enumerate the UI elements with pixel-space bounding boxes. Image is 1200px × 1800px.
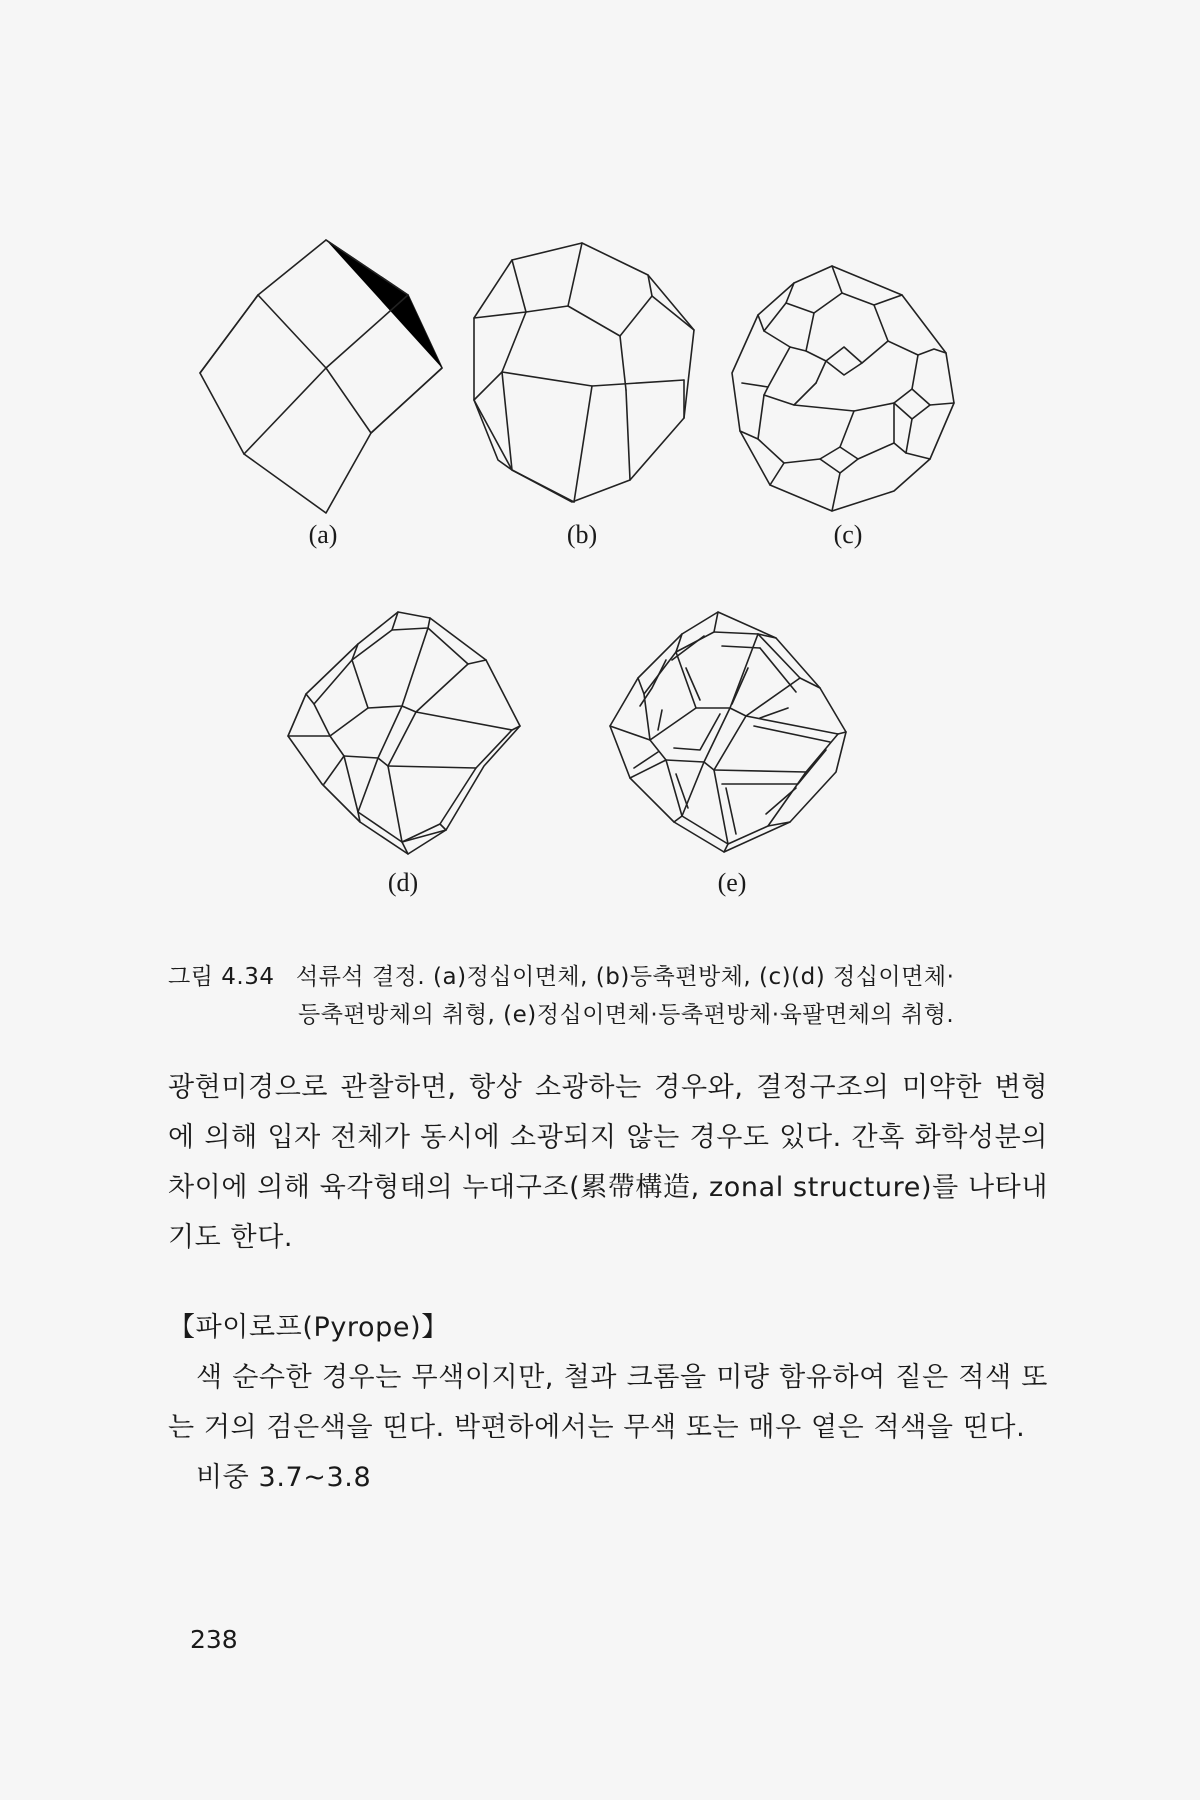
- crystal-figure-d: [280, 608, 530, 858]
- color-description: 색 순수한 경우는 무색이지만, 철과 크롬을 미량 함유하여 짙은 적색 또는 거의 검은색을 띤다. 박편하에서는 무색 또는 매우 옅은 적색을 띤다.: [168, 1362, 1048, 1443]
- figure-label-d: (d): [387, 868, 419, 897]
- crystal-figure-e: [600, 608, 860, 858]
- figure-label-c: (c): [833, 520, 863, 549]
- caption-line-2: 등축편방체의 취형, (e)정십이면체·등축편방체·육팔면체의 취형.: [298, 1002, 955, 1028]
- figure-number: 그림 4.34: [168, 964, 275, 990]
- figure-label-b: (b): [566, 520, 598, 549]
- pyrope-section: [168, 1303, 1048, 1503]
- figure-caption: [168, 958, 1068, 1034]
- body-paragraph-1: 광현미경으로 관찰하면, 항상 소광하는 경우와, 결정구조의 미약한 변형에 의해 입자 전체가 동시에 소광되지 않는 경우도 있다. 간혹 화학성분의 차이에 의해 육각형태의 누대구조(累帶構造, zonal structure)를 나타내기도 한다.: [168, 1072, 1048, 1253]
- crystal-figure-a: [196, 238, 456, 518]
- crystal-figure-b: [462, 240, 702, 510]
- section-heading: 【파이로프(Pyrope)】: [168, 1312, 449, 1343]
- page-number: 238: [190, 1625, 238, 1654]
- crystal-figure-c: [724, 263, 964, 513]
- figure-label-e: (e): [717, 868, 747, 897]
- figure-label-a: (a): [308, 520, 338, 549]
- caption-line-1: 석류석 결정. (a)정십이면체, (b)등축편방체, (c)(d) 정십이면체·: [296, 964, 955, 990]
- specific-gravity: 비중 3.7~3.8: [196, 1462, 372, 1493]
